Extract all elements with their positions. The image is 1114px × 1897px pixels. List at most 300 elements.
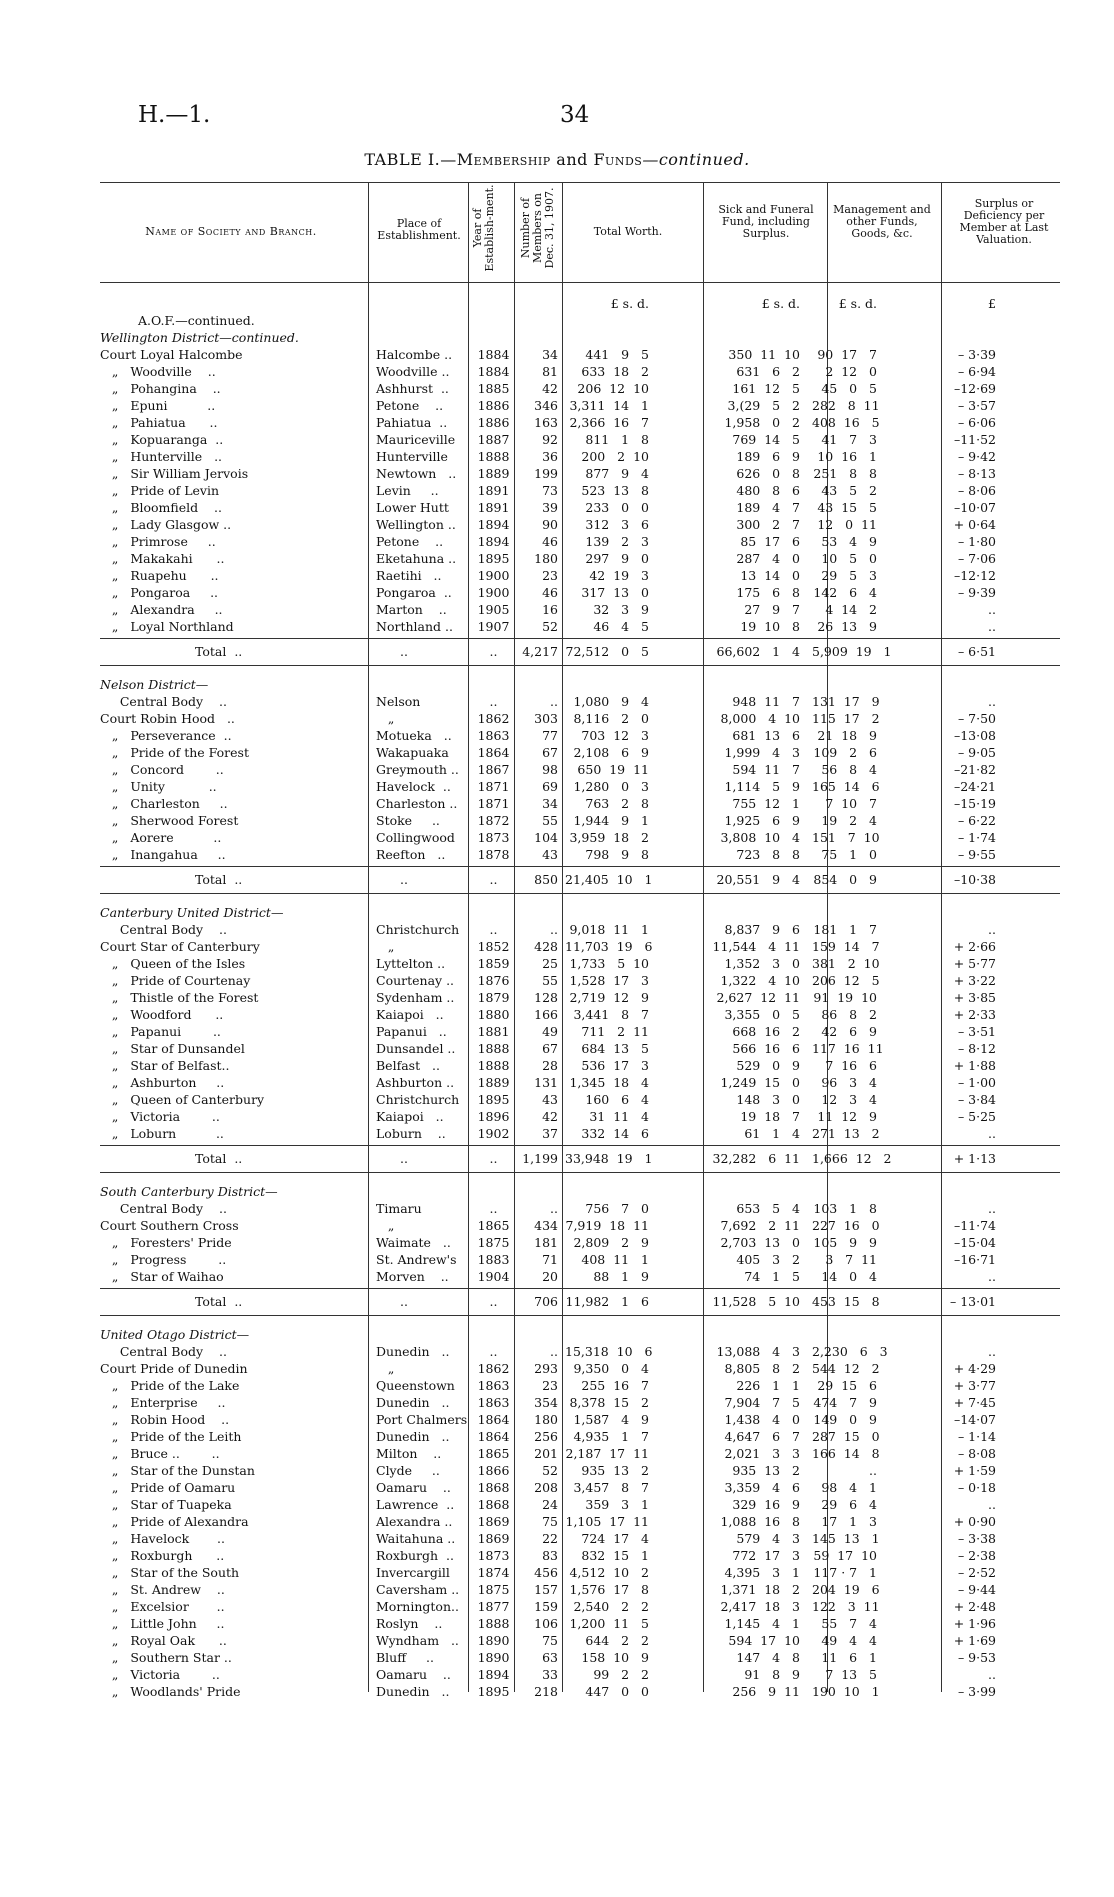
branch-name: „ Progress .. xyxy=(100,1252,227,1267)
surplus-cell: + 3·22 xyxy=(953,973,996,988)
place-cell: Dunsandel .. xyxy=(376,1041,456,1056)
management-cell: 251 8 8 xyxy=(813,466,877,481)
place-cell: Roxburgh .. xyxy=(376,1548,454,1563)
page-number: 34 xyxy=(560,102,590,128)
year-cell: 1862 xyxy=(477,711,510,726)
sick-funeral-cell: 594 11 7 xyxy=(732,762,800,777)
total-worth-cell: 2,366 16 7 xyxy=(569,415,649,430)
management-cell: 56 8 4 xyxy=(821,762,877,777)
surplus-cell: – 2·38 xyxy=(957,1548,996,1563)
table-row xyxy=(100,1598,1060,1615)
year-cell: 1869 xyxy=(477,1531,510,1546)
sick-funeral-cell: 1,249 15 0 xyxy=(720,1075,800,1090)
table-row xyxy=(100,363,1060,380)
year-cell: 1904 xyxy=(477,1269,510,1284)
members-cell: 24 xyxy=(542,1497,558,1512)
surplus-cell: –16·71 xyxy=(953,1252,996,1267)
year-cell: 1880 xyxy=(477,1007,510,1022)
members-cell: 208 xyxy=(534,1480,558,1495)
year-cell: 1878 xyxy=(477,847,510,862)
sick-funeral-cell: 1,438 4 0 xyxy=(724,1412,800,1427)
total-worth-cell: 359 3 1 xyxy=(585,1497,649,1512)
place-cell: Havelock .. xyxy=(376,779,451,794)
management-cell: 19 2 4 xyxy=(821,813,877,828)
year-cell: 1894 xyxy=(477,534,510,549)
surplus-cell: –24·21 xyxy=(953,779,996,794)
management-cell: 55 7 4 xyxy=(821,1616,877,1631)
branch-name: „ Papanui .. xyxy=(100,1024,221,1039)
surplus-cell: –11·74 xyxy=(953,1218,996,1233)
col-head-surplus: Surplus or Deficiency per Member at Last Valuation. xyxy=(959,197,1049,246)
section-heading xyxy=(100,904,1060,921)
management-cell: 49 4 4 xyxy=(821,1633,877,1648)
currency-head-row xyxy=(100,295,1060,312)
header-bottom-rule xyxy=(100,282,1060,283)
place-cell: Christchurch xyxy=(376,922,460,937)
total-worth-cell: 33,948 19 1 xyxy=(565,1151,653,1166)
place-cell: Woodville .. xyxy=(376,364,450,379)
sick-funeral-cell: 480 8 6 xyxy=(736,483,800,498)
total-worth-cell: 4,935 1 7 xyxy=(573,1429,649,1444)
members-cell: 42 xyxy=(542,381,558,396)
table-row xyxy=(100,1200,1060,1217)
total-worth-cell: 4,512 10 2 xyxy=(569,1565,649,1580)
members-cell: 34 xyxy=(542,347,558,362)
place-cell: .. xyxy=(400,1294,408,1309)
table-row xyxy=(100,1251,1060,1268)
sick-funeral-cell: 19 10 8 xyxy=(740,619,800,634)
year-cell: .. xyxy=(489,1151,498,1166)
surplus-cell: + 0·90 xyxy=(953,1514,996,1529)
branch-name: „ Star of Waihao xyxy=(100,1269,224,1284)
surplus-cell: .. xyxy=(988,1344,996,1359)
year-cell: 1883 xyxy=(477,1252,510,1267)
place-cell: St. Andrew's xyxy=(376,1252,457,1267)
management-cell: 854 0 9 xyxy=(813,872,877,887)
sick-funeral-cell: 1,352 3 0 xyxy=(724,956,800,971)
branch-name: Central Body .. xyxy=(100,1344,227,1359)
members-cell: 456 xyxy=(534,1565,558,1580)
total-rule xyxy=(100,1145,1060,1146)
year-cell: 1895 xyxy=(477,1092,510,1107)
table-row xyxy=(100,972,1060,989)
members-cell: 434 xyxy=(534,1218,558,1233)
table-row xyxy=(100,761,1060,778)
management-cell: 122 3 11 xyxy=(812,1599,880,1614)
place-cell: Pongaroa .. xyxy=(376,585,452,600)
place-cell: Alexandra .. xyxy=(376,1514,453,1529)
year-cell: 1863 xyxy=(477,728,510,743)
members-cell: 46 xyxy=(542,534,558,549)
surplus-cell: + 5·77 xyxy=(953,956,996,971)
management-cell: 10 16 1 xyxy=(817,449,877,464)
table-row xyxy=(100,499,1060,516)
year-cell: 1864 xyxy=(477,1429,510,1444)
members-cell: 706 xyxy=(534,1294,558,1309)
total-rule xyxy=(100,665,1060,666)
place-cell: Timaru xyxy=(376,1201,422,1216)
place-cell: Collingwood xyxy=(376,830,455,845)
sick-funeral-cell: 594 17 10 xyxy=(728,1633,800,1648)
year-cell: 1888 xyxy=(477,449,510,464)
management-cell: 11 12 9 xyxy=(817,1109,877,1124)
branch-name: „ Lady Glasgow .. xyxy=(100,517,232,532)
surplus-cell: – 8·12 xyxy=(957,1041,996,1056)
surplus-cell: – 7·50 xyxy=(957,711,996,726)
total-worth-cell: 206 12 10 xyxy=(577,381,649,396)
surplus-cell: .. xyxy=(988,1201,996,1216)
year-cell: .. xyxy=(489,922,498,937)
table-row xyxy=(100,727,1060,744)
currency-head-total-worth: £ s. d. xyxy=(610,296,649,311)
total-worth-cell: 8,378 15 2 xyxy=(569,1395,649,1410)
place-cell: Greymouth .. xyxy=(376,762,459,777)
management-cell: 91 19 10 xyxy=(813,990,877,1005)
table-row xyxy=(100,1411,1060,1428)
total-worth-cell: 3,959 18 2 xyxy=(569,830,649,845)
surplus-cell: –15·19 xyxy=(953,796,996,811)
year-cell: 1871 xyxy=(477,779,510,794)
section-heading-text: United Otago District— xyxy=(100,1327,250,1342)
management-cell: 117 16 11 xyxy=(812,1041,884,1056)
place-cell: „ xyxy=(376,1218,395,1233)
year-cell: 1871 xyxy=(477,796,510,811)
branch-name: „ Perseverance .. xyxy=(100,728,232,743)
table-row xyxy=(100,618,1060,635)
branch-name: „ Woodville .. xyxy=(100,364,216,379)
surplus-cell: – 3·38 xyxy=(957,1531,996,1546)
surplus-cell: + 1·96 xyxy=(953,1616,996,1631)
members-cell: 77 xyxy=(542,728,558,743)
branch-name: „ Hunterville .. xyxy=(100,449,223,464)
table-row xyxy=(100,1040,1060,1057)
surplus-cell: + 1·88 xyxy=(953,1058,996,1073)
sick-funeral-cell: 405 3 2 xyxy=(736,1252,800,1267)
management-cell: 165 14 6 xyxy=(812,779,880,794)
branch-name: „ Victoria .. xyxy=(100,1667,220,1682)
branch-name: „ Star of Dunsandel xyxy=(100,1041,245,1056)
branch-name: „ Makakahi .. xyxy=(100,551,225,566)
members-cell: 98 xyxy=(542,762,558,777)
branch-name: „ Havelock .. xyxy=(100,1531,225,1546)
members-cell: 73 xyxy=(542,483,558,498)
members-cell: .. xyxy=(550,1201,558,1216)
year-cell: 1895 xyxy=(477,1684,510,1699)
total-row xyxy=(100,1150,1060,1167)
place-cell: Lawrence .. xyxy=(376,1497,455,1512)
year-cell: 1864 xyxy=(477,1412,510,1427)
surplus-cell: .. xyxy=(988,619,996,634)
total-worth-cell: 255 16 7 xyxy=(581,1378,649,1393)
section-heading-text: Wellington District—continued. xyxy=(100,330,299,345)
total-worth-cell: 832 15 1 xyxy=(581,1548,649,1563)
management-cell: 4 14 2 xyxy=(825,602,877,617)
surplus-cell: – 6·51 xyxy=(957,644,996,659)
sick-funeral-cell: 4,395 3 1 xyxy=(724,1565,800,1580)
table-row xyxy=(100,346,1060,363)
sick-funeral-cell: 11,544 4 11 xyxy=(712,939,800,954)
total-worth-cell: 2,108 6 9 xyxy=(573,745,649,760)
place-cell: Charleston .. xyxy=(376,796,458,811)
members-cell: 16 xyxy=(542,602,558,617)
total-rule xyxy=(100,1315,1060,1316)
table-row xyxy=(100,1462,1060,1479)
branch-name: „ Loyal Northland xyxy=(100,619,234,634)
branch-name: „ Woodford .. xyxy=(100,1007,224,1022)
total-worth-cell: 935 13 2 xyxy=(581,1463,649,1478)
table-row xyxy=(100,584,1060,601)
management-cell: 115 17 2 xyxy=(812,711,880,726)
total-worth-cell: 408 11 1 xyxy=(581,1252,649,1267)
total-worth-cell: 3,441 8 7 xyxy=(573,1007,649,1022)
management-cell: 14 0 4 xyxy=(821,1269,877,1284)
surplus-cell: –14·07 xyxy=(953,1412,996,1427)
total-worth-cell: 650 19 11 xyxy=(577,762,649,777)
surplus-cell: – 0·18 xyxy=(957,1480,996,1495)
table-row xyxy=(100,1479,1060,1496)
section-heading-text: Canterbury United District— xyxy=(100,905,284,920)
sick-funeral-cell: 13 14 0 xyxy=(740,568,800,583)
members-cell: 256 xyxy=(534,1429,558,1444)
table-row xyxy=(100,448,1060,465)
surplus-cell: – 9·42 xyxy=(957,449,996,464)
section-heading xyxy=(100,1183,1060,1200)
total-worth-cell: 11,703 19 6 xyxy=(565,939,653,954)
table-row xyxy=(100,1343,1060,1360)
branch-name: Total .. xyxy=(195,1294,243,1309)
surplus-cell: – 9·55 xyxy=(957,847,996,862)
branch-name: „ Kopuaranga .. xyxy=(100,432,224,447)
total-worth-cell: 233 0 0 xyxy=(585,500,649,515)
place-cell: Lyttelton .. xyxy=(376,956,446,971)
place-cell: Caversham .. xyxy=(376,1582,460,1597)
table-row xyxy=(100,1649,1060,1666)
branch-name: Court Robin Hood .. xyxy=(100,711,235,726)
total-worth-cell: 160 6 4 xyxy=(585,1092,649,1107)
branch-name: „ Pongaroa .. xyxy=(100,585,219,600)
year-cell: 1867 xyxy=(477,762,510,777)
sick-funeral-cell: 566 16 6 xyxy=(732,1041,800,1056)
management-cell: 408 16 5 xyxy=(812,415,880,430)
place-cell: Raetihi .. xyxy=(376,568,442,583)
members-cell: 293 xyxy=(534,1361,558,1376)
year-cell: 1868 xyxy=(477,1480,510,1495)
place-cell: Wellington .. xyxy=(376,517,456,532)
surplus-cell: –10·07 xyxy=(953,500,996,515)
year-cell: 1902 xyxy=(477,1126,510,1141)
management-cell: 59 17 10 xyxy=(813,1548,877,1563)
surplus-cell: – 3·84 xyxy=(957,1092,996,1107)
members-cell: 52 xyxy=(542,1463,558,1478)
sick-funeral-cell: 1,925 6 9 xyxy=(724,813,800,828)
members-cell: 75 xyxy=(542,1633,558,1648)
year-cell: 1874 xyxy=(477,1565,510,1580)
place-cell: Belfast .. xyxy=(376,1058,440,1073)
year-cell: 1895 xyxy=(477,551,510,566)
sick-funeral-cell: 2,627 12 11 xyxy=(716,990,800,1005)
table-row xyxy=(100,1006,1060,1023)
sick-funeral-cell: 148 3 0 xyxy=(736,1092,800,1107)
surplus-cell: –12·69 xyxy=(953,381,996,396)
members-cell: 201 xyxy=(534,1446,558,1461)
year-cell: 1887 xyxy=(477,432,510,447)
management-cell: 2,230 6 3 xyxy=(812,1344,888,1359)
management-cell: 159 14 7 xyxy=(812,939,880,954)
management-cell: 7 13 5 xyxy=(825,1667,877,1682)
branch-name: „ Inangahua .. xyxy=(100,847,226,862)
place-cell: Papanui .. xyxy=(376,1024,447,1039)
total-worth-cell: 11,982 1 6 xyxy=(565,1294,649,1309)
sick-funeral-cell: 631 6 2 xyxy=(736,364,800,379)
management-cell: 29 6 4 xyxy=(821,1497,877,1512)
branch-name: „ Excelsior .. xyxy=(100,1599,225,1614)
table-row xyxy=(100,710,1060,727)
total-worth-cell: 1,105 17 11 xyxy=(565,1514,649,1529)
sick-funeral-cell: 329 16 9 xyxy=(732,1497,800,1512)
table-row xyxy=(100,1057,1060,1074)
table-row xyxy=(100,1234,1060,1251)
sick-funeral-cell: 1,114 5 9 xyxy=(724,779,800,794)
year-cell: 1891 xyxy=(477,500,510,515)
management-cell: 7 10 7 xyxy=(825,796,877,811)
table-row xyxy=(100,1496,1060,1513)
surplus-cell: – 3·99 xyxy=(957,1684,996,1699)
col-head-name: Name of Society and Branch. xyxy=(145,225,317,238)
total-worth-cell: 756 7 0 xyxy=(585,1201,649,1216)
total-worth-cell: 523 13 8 xyxy=(581,483,649,498)
members-cell: 69 xyxy=(542,779,558,794)
sick-funeral-cell: 74 1 5 xyxy=(744,1269,800,1284)
members-cell: 1,199 xyxy=(522,1151,558,1166)
sick-funeral-cell: 579 4 3 xyxy=(736,1531,800,1546)
surplus-cell: .. xyxy=(988,1667,996,1682)
table-row xyxy=(100,846,1060,863)
surplus-cell: – 6·22 xyxy=(957,813,996,828)
place-cell: Port Chalmers xyxy=(376,1412,468,1427)
surplus-cell: – 8·08 xyxy=(957,1446,996,1461)
year-cell: 1886 xyxy=(477,398,510,413)
surplus-cell: + 2·33 xyxy=(953,1007,996,1022)
place-cell: Levin .. xyxy=(376,483,439,498)
branch-name: „ Pride of Courtenay xyxy=(100,973,251,988)
total-worth-cell: 1,080 9 4 xyxy=(573,694,649,709)
sick-funeral-cell: 256 9 11 xyxy=(732,1684,800,1699)
sick-funeral-cell: 8,000 4 10 xyxy=(720,711,800,726)
sick-funeral-cell: 85 17 6 xyxy=(740,534,800,549)
management-cell: 10 5 0 xyxy=(821,551,877,566)
title-suffix: —continued. xyxy=(642,150,750,169)
sick-funeral-cell: 20,551 9 4 xyxy=(716,872,800,887)
management-cell: 86 8 2 xyxy=(821,1007,877,1022)
year-cell: 1886 xyxy=(477,415,510,430)
total-rule xyxy=(100,893,1060,894)
surplus-cell: – 1·14 xyxy=(957,1429,996,1444)
management-cell: 206 12 5 xyxy=(812,973,880,988)
total-rule xyxy=(100,866,1060,867)
place-cell: Oamaru .. xyxy=(376,1480,451,1495)
members-cell: 850 xyxy=(534,872,558,887)
total-worth-cell: 1,280 0 3 xyxy=(573,779,649,794)
sick-funeral-cell: 91 8 9 xyxy=(744,1667,800,1682)
members-cell: 34 xyxy=(542,796,558,811)
place-cell: Clyde .. xyxy=(376,1463,440,1478)
total-worth-cell: 72,512 0 5 xyxy=(565,644,649,659)
place-cell: Mauriceville xyxy=(376,432,456,447)
management-cell: 3 7 11 xyxy=(825,1252,877,1267)
section-heading xyxy=(100,312,1060,329)
members-cell: 42 xyxy=(542,1109,558,1124)
management-cell: 43 5 2 xyxy=(821,483,877,498)
place-cell: Loburn .. xyxy=(376,1126,446,1141)
year-cell: .. xyxy=(489,644,498,659)
table-row xyxy=(100,1428,1060,1445)
members-cell: 163 xyxy=(534,415,558,430)
surplus-cell: – 3·51 xyxy=(957,1024,996,1039)
management-cell: 29 5 3 xyxy=(821,568,877,583)
table-row xyxy=(100,938,1060,955)
surplus-cell: – 6·94 xyxy=(957,364,996,379)
year-cell: 1869 xyxy=(477,1514,510,1529)
year-cell: 1889 xyxy=(477,466,510,481)
place-cell: .. xyxy=(400,644,408,659)
members-cell: 428 xyxy=(534,939,558,954)
year-cell: 1905 xyxy=(477,602,510,617)
members-cell: 43 xyxy=(542,847,558,862)
management-cell: 42 6 9 xyxy=(821,1024,877,1039)
surplus-cell: – 8·06 xyxy=(957,483,996,498)
members-cell: 104 xyxy=(534,830,558,845)
members-cell: 81 xyxy=(542,364,558,379)
sick-funeral-cell: 66,602 1 4 xyxy=(716,644,800,659)
management-cell: 149 0 9 xyxy=(813,1412,877,1427)
management-cell: 544 12 2 xyxy=(812,1361,880,1376)
members-cell: 90 xyxy=(542,517,558,532)
branch-name: „ Thistle of the Forest xyxy=(100,990,259,1005)
place-cell: Mornington.. xyxy=(376,1599,459,1614)
total-worth-cell: 1,576 17 8 xyxy=(569,1582,649,1597)
surplus-cell: – 7·06 xyxy=(957,551,996,566)
members-cell: 354 xyxy=(534,1395,558,1410)
branch-name: „ Star of the South xyxy=(100,1565,240,1580)
surplus-cell: + 3·77 xyxy=(953,1378,996,1393)
total-worth-cell: 798 9 8 xyxy=(585,847,649,862)
year-cell: .. xyxy=(489,1201,498,1216)
surplus-cell: – 9·05 xyxy=(957,745,996,760)
place-cell: Waitahuna .. xyxy=(376,1531,456,1546)
place-cell: Queenstown xyxy=(376,1378,455,1393)
year-cell: 1852 xyxy=(477,939,510,954)
year-cell: 1888 xyxy=(477,1058,510,1073)
surplus-cell: – 9·39 xyxy=(957,585,996,600)
sick-funeral-cell: 3,808 10 4 xyxy=(720,830,800,845)
total-worth-cell: 46 4 5 xyxy=(593,619,649,634)
surplus-cell: .. xyxy=(988,922,996,937)
table-row xyxy=(100,1268,1060,1285)
surplus-cell: – 9·44 xyxy=(957,1582,996,1597)
place-cell: Motueka .. xyxy=(376,728,452,743)
management-cell: 5,909 19 1 xyxy=(812,644,892,659)
title-and: and xyxy=(550,150,594,169)
sick-funeral-cell: 8,837 9 6 xyxy=(724,922,800,937)
sick-funeral-cell: 2,021 3 3 xyxy=(724,1446,800,1461)
total-worth-cell: 7,919 18 11 xyxy=(565,1218,649,1233)
sick-funeral-cell: 626 0 8 xyxy=(736,466,800,481)
year-cell: .. xyxy=(489,872,498,887)
management-cell: 90 17 7 xyxy=(817,347,877,362)
year-cell: 1894 xyxy=(477,517,510,532)
branch-name: „ Pride of Alexandra xyxy=(100,1514,249,1529)
members-cell: 75 xyxy=(542,1514,558,1529)
